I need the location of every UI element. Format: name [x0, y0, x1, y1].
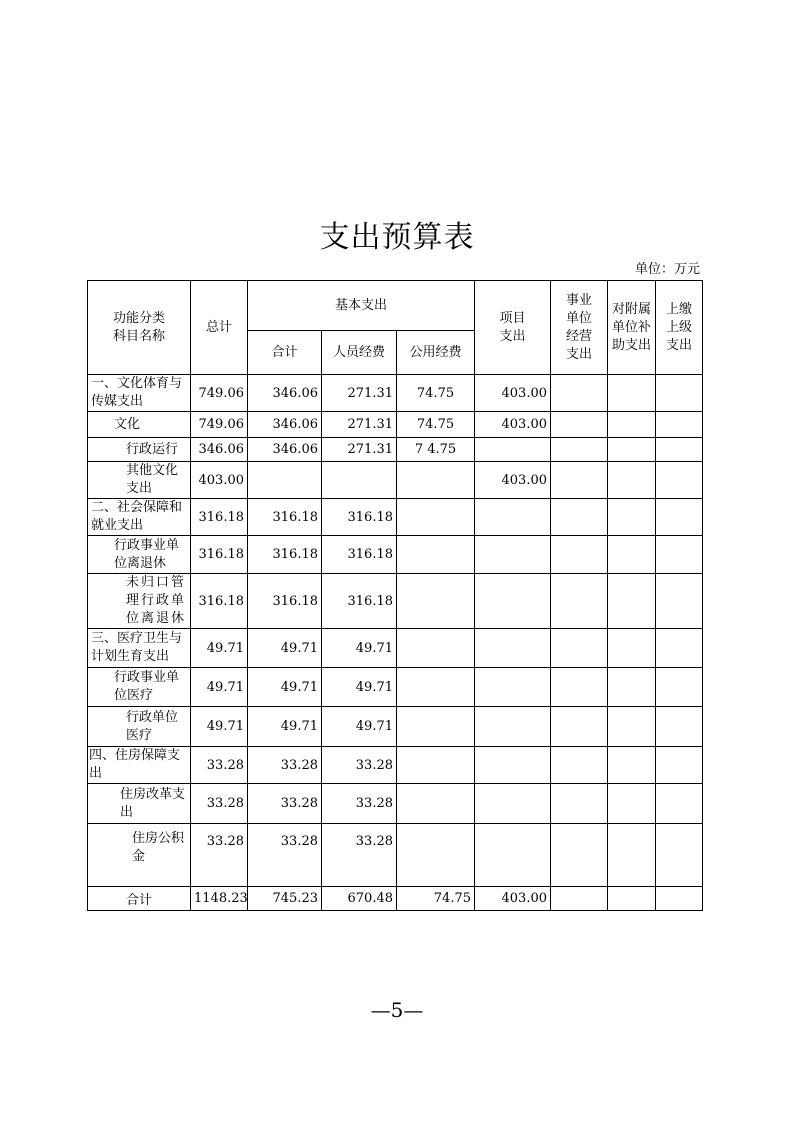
table-row	[88, 824, 703, 887]
cell-project	[475, 536, 551, 574]
cell-public	[397, 499, 475, 536]
cell-subsidy	[608, 707, 656, 747]
table-row	[88, 536, 703, 574]
cell-personnel: 271.31	[322, 438, 397, 462]
cell-business	[551, 887, 608, 911]
cell-upper	[656, 375, 703, 412]
cell-project: 403.00	[475, 412, 551, 438]
cell-upper	[656, 668, 703, 707]
cell-upper	[656, 824, 703, 887]
row-name: 住房公积金	[88, 824, 191, 887]
cell-total: 33.28	[191, 824, 248, 887]
row-name: 行政单位医疗	[88, 707, 191, 747]
header-total: 总计	[191, 281, 248, 375]
cell-basic-sum: 316.18	[248, 499, 322, 536]
cell-total: 33.28	[191, 784, 248, 824]
cell-business	[551, 375, 608, 412]
cell-public	[397, 574, 475, 629]
cell-personnel	[322, 462, 397, 499]
cell-business	[551, 536, 608, 574]
header-subsidy-expenditure: 对附属 单位补 助支出	[608, 281, 656, 375]
header-business-expenditure: 事业 单位 经营 支出	[551, 281, 608, 375]
cell-public	[397, 462, 475, 499]
cell-subsidy	[608, 824, 656, 887]
row-name: 其他文化支出	[88, 462, 191, 499]
table-row	[88, 375, 703, 412]
page-title: 支出预算表	[319, 220, 475, 255]
cell-upper	[656, 887, 703, 911]
cell-project: 403.00	[475, 462, 551, 499]
cell-total: 49.71	[191, 707, 248, 747]
row-name: 行政事业单位医疗	[88, 668, 191, 707]
cell-public: 74.75	[397, 887, 475, 911]
cell-personnel: 670.48	[322, 887, 397, 911]
budget-table	[87, 280, 703, 911]
cell-personnel: 271.31	[322, 412, 397, 438]
cell-subsidy	[608, 668, 656, 707]
header-basic-sum: 合计	[248, 331, 322, 375]
cell-basic-sum: 33.28	[248, 824, 322, 887]
cell-business	[551, 438, 608, 462]
cell-subsidy	[608, 412, 656, 438]
cell-total: 1148.23	[191, 887, 248, 911]
cell-upper	[656, 629, 703, 668]
cell-basic-sum: 316.18	[248, 574, 322, 629]
cell-project	[475, 784, 551, 824]
cell-basic-sum	[248, 462, 322, 499]
cell-personnel: 316.18	[322, 574, 397, 629]
table-row	[88, 438, 703, 462]
cell-personnel: 49.71	[322, 668, 397, 707]
header-basic-expenditure: 基本支出	[248, 281, 475, 331]
cell-business	[551, 412, 608, 438]
cell-basic-sum: 49.71	[248, 707, 322, 747]
table-row	[88, 574, 703, 629]
cell-public	[397, 707, 475, 747]
table-row	[88, 784, 703, 824]
table-row	[88, 747, 703, 784]
cell-upper	[656, 707, 703, 747]
table-row	[88, 499, 703, 536]
cell-total: 749.06	[191, 412, 248, 438]
cell-total: 316.18	[191, 536, 248, 574]
cell-basic-sum: 49.71	[248, 668, 322, 707]
cell-upper	[656, 438, 703, 462]
cell-project: 403.00	[475, 375, 551, 412]
cell-personnel: 49.71	[322, 707, 397, 747]
cell-subsidy	[608, 375, 656, 412]
cell-personnel: 316.18	[322, 499, 397, 536]
cell-basic-sum: 346.06	[248, 375, 322, 412]
cell-basic-sum: 33.28	[248, 784, 322, 824]
row-name: 二、社会保障和就业支出	[88, 499, 191, 536]
cell-basic-sum: 346.06	[248, 438, 322, 462]
page-number: —5—	[370, 998, 424, 1022]
table-row	[88, 412, 703, 438]
cell-business	[551, 824, 608, 887]
cell-total: 403.00	[191, 462, 248, 499]
row-name: 住房改革支出	[88, 784, 191, 824]
cell-subsidy	[608, 462, 656, 499]
cell-business	[551, 784, 608, 824]
cell-business	[551, 707, 608, 747]
cell-total: 49.71	[191, 629, 248, 668]
cell-subsidy	[608, 536, 656, 574]
cell-public	[397, 668, 475, 707]
cell-total: 316.18	[191, 499, 248, 536]
cell-personnel: 33.28	[322, 784, 397, 824]
cell-business	[551, 499, 608, 536]
header-public: 公用经费	[397, 331, 475, 375]
table-row	[88, 707, 703, 747]
table-row	[88, 668, 703, 707]
cell-subsidy	[608, 438, 656, 462]
total-row-label: 合计	[88, 887, 191, 911]
cell-project	[475, 574, 551, 629]
cell-project	[475, 438, 551, 462]
cell-total: 49.71	[191, 668, 248, 707]
cell-project	[475, 747, 551, 784]
table-row	[88, 462, 703, 499]
cell-business	[551, 668, 608, 707]
unit-label: 单位：万元	[634, 262, 700, 277]
cell-basic-sum: 745.23	[248, 887, 322, 911]
cell-basic-sum: 33.28	[248, 747, 322, 784]
cell-upper	[656, 784, 703, 824]
header-project-expenditure: 项目 支出	[475, 281, 551, 375]
cell-public	[397, 824, 475, 887]
cell-personnel: 316.18	[322, 536, 397, 574]
cell-upper	[656, 574, 703, 629]
cell-subsidy	[608, 574, 656, 629]
row-name: 三、医疗卫生与计划生育支出	[88, 629, 191, 668]
cell-public	[397, 747, 475, 784]
header-upper-expenditure: 上缴 上级 支出	[656, 281, 703, 375]
cell-project	[475, 629, 551, 668]
cell-public: 74.75	[397, 412, 475, 438]
header-personnel: 人员经费	[322, 331, 397, 375]
cell-subsidy	[608, 629, 656, 668]
row-name: 文化	[88, 412, 191, 438]
header-category-name: 功能分类 科目名称	[88, 281, 191, 375]
cell-public: 74.75	[397, 375, 475, 412]
cell-basic-sum: 49.71	[248, 629, 322, 668]
cell-project: 403.00	[475, 887, 551, 911]
row-name: 行政事业单位离退休	[88, 536, 191, 574]
cell-subsidy	[608, 499, 656, 536]
table-row	[88, 629, 703, 668]
cell-total: 33.28	[191, 747, 248, 784]
cell-project	[475, 824, 551, 887]
cell-personnel: 33.28	[322, 824, 397, 887]
cell-basic-sum: 346.06	[248, 412, 322, 438]
cell-public	[397, 536, 475, 574]
cell-personnel: 49.71	[322, 629, 397, 668]
row-name: 行政运行	[88, 438, 191, 462]
cell-upper	[656, 412, 703, 438]
row-name: 四、住房保障支出	[88, 747, 191, 784]
cell-project	[475, 499, 551, 536]
cell-public: 7 4.75	[397, 438, 475, 462]
cell-business	[551, 747, 608, 784]
cell-upper	[656, 747, 703, 784]
cell-upper	[656, 462, 703, 499]
cell-personnel: 271.31	[322, 375, 397, 412]
cell-project	[475, 707, 551, 747]
cell-upper	[656, 499, 703, 536]
total-row	[88, 887, 703, 911]
cell-total: 749.06	[191, 375, 248, 412]
row-name: 一、文化体育与传媒支出	[88, 375, 191, 412]
cell-business	[551, 462, 608, 499]
cell-project	[475, 668, 551, 707]
cell-upper	[656, 536, 703, 574]
cell-subsidy	[608, 887, 656, 911]
cell-subsidy	[608, 747, 656, 784]
cell-business	[551, 629, 608, 668]
cell-basic-sum: 316.18	[248, 536, 322, 574]
cell-public	[397, 629, 475, 668]
cell-personnel: 33.28	[322, 747, 397, 784]
cell-subsidy	[608, 784, 656, 824]
row-name: 未归口管理行政单位离退休	[88, 574, 191, 629]
cell-public	[397, 784, 475, 824]
cell-total: 346.06	[191, 438, 248, 462]
cell-total: 316.18	[191, 574, 248, 629]
cell-business	[551, 574, 608, 629]
